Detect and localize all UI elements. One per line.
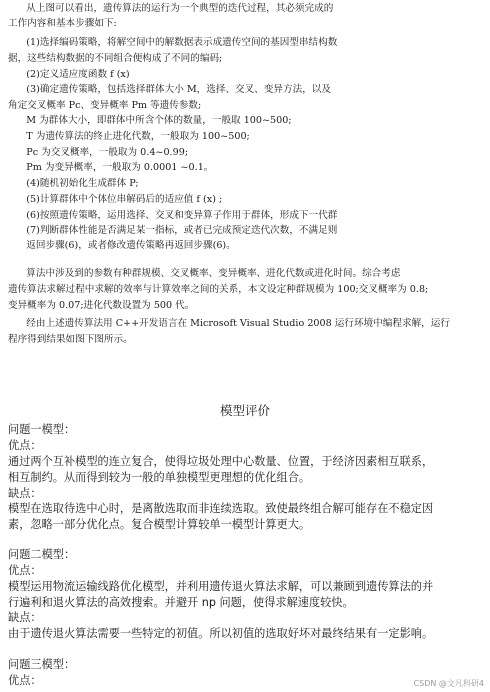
text-line: 相互制约。从而得到较为一般的单独模型更理想的优化组合。 [8, 471, 311, 484]
text-line: (2)定义适应度函数 f (x) [8, 69, 130, 80]
text-line: (1)选择编码策略，将解空间中的解数据表示成遗传空间的基因型串结构数 [8, 37, 338, 48]
text-line: 遗传算法求解过程中求解的效率与计算效率之间的关系，本文设定种群规模为 100;交叉概率为 0.8; [8, 284, 429, 295]
text-line: 优点： [8, 439, 42, 452]
text-line: (7)判断群体性能是否满足某一指标，或者已完成预定迭代次数，不满足则 [8, 225, 338, 236]
text-line: M 为群体大小，即群体中所含个体的数量，一般取 100~500; [8, 115, 292, 126]
text-line: (5)计算群体中个体位串解码后的适应值 f (x) ; [8, 194, 223, 205]
text-line: 据，这些结构数据的不同组合便构成了不同的编码; [8, 53, 223, 64]
text-line: T 为遗传算法的终止进化代数，一般取为 100~500; [8, 131, 250, 142]
text-line: 模型在选取待选中心时，是离散选取而非连续选取。致使最终组合解可能存在不稳定因 [8, 502, 434, 515]
text-line: 行遍利和退火算法的高效搜索。并避开 np 问题，使得求解速度较快。 [8, 596, 354, 609]
text-line: 素，忽略一部分优化点。复合模型计算较单一模型计算更大。 [8, 518, 311, 531]
text-line: 优点： [8, 564, 42, 577]
text-line: 缺点： [8, 611, 42, 624]
text-line: 算法中涉及到的参数有种群规模、交叉概率、变异概率、进化代数或进化时间。综合考虑 [8, 268, 401, 279]
text-line: 优点： [8, 674, 42, 687]
text-line: 经由上述遗传算法用 C++开发语言在 Microsoft Visual Studio 2008 运行环境中编程求解，运行 [8, 318, 450, 329]
text-line: 由于遗传退火算法需要一些特定的初值。所以初值的选取好坏对最终结果有一定影响。 [8, 627, 434, 640]
text-line: Pc 为交叉概率，一般取为 0.4~0.99; [8, 147, 189, 158]
section-title: 模型评价 [219, 403, 270, 418]
text-line: 变异概率为 0.07;进化代数设置为 500 代。 [8, 300, 195, 311]
text-line: Pm 为变异概率，一般取为 0.0001 ~0.1。 [8, 162, 214, 173]
watermark: CSDN @文凡科研4 [413, 679, 484, 688]
text-line: 程序得到结果如图下图所示。 [8, 334, 133, 345]
text-line: 缺点： [8, 487, 42, 500]
text-line: (4)随机初始化生成群体 P; [8, 178, 139, 189]
text-line: 通过两个互补模型的连立复合，使得垃圾处理中心数量、位置，于经济因素相互联系， [8, 455, 434, 468]
text-line: 返回步骤(6)，或者修改遗传策略再返回步骤(6)。 [8, 240, 236, 251]
text-line: (6)按照遗传策略，运用选择、交叉和变异算子作用于群体，形成下一代群 [8, 210, 338, 221]
text-line: 工作内容和基本步骤如下: [8, 18, 117, 29]
text-line: 模型运用物流运输线路优化模型，并利用遗传退火算法求解，可以兼顾到遗传算法的并 [8, 580, 434, 593]
heading-problem-1: 问题一模型： [8, 423, 76, 436]
heading-problem-2: 问题二模型： [8, 548, 76, 561]
text-line: 从上图可以看出，遗传算法的运行为一个典型的迭代过程，其必须完成的 [8, 3, 334, 14]
text-line: (3)确定遗传策略，包括选择群体大小 M，选择、交叉、变异方法，以及 [8, 84, 331, 95]
text-line: 角定交叉概率 Pc、变异概率 Pm 等遗传参数; [8, 100, 202, 111]
heading-problem-3: 问题三模型： [8, 658, 76, 671]
